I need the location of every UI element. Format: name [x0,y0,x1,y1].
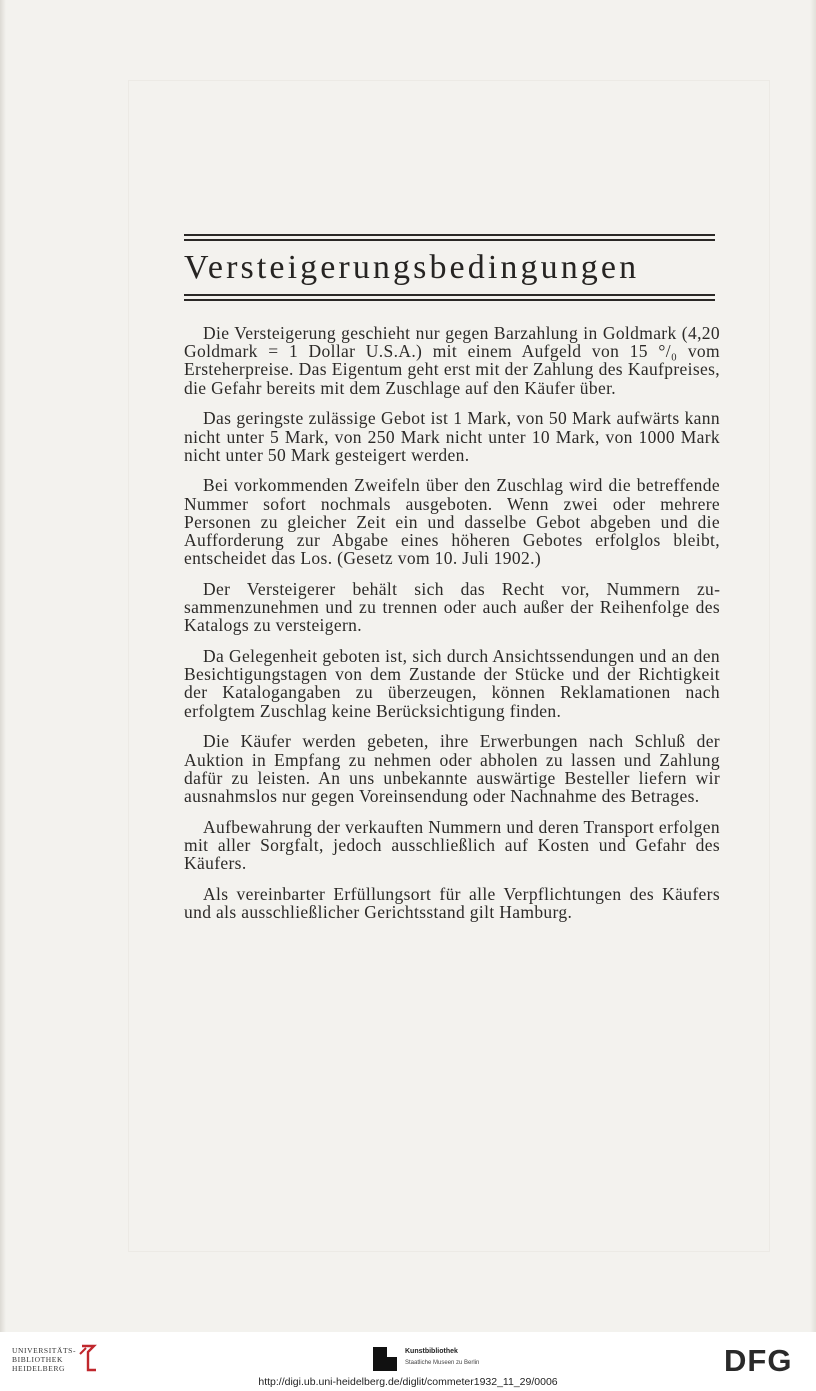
kunstbibliothek-name: Kunstbibliothek [405,1348,458,1355]
paragraph-reclamations: Da Gelegenheit geboten ist, sich durch Ansichtssendungen und an den Besichtigungstagen von dem Zustande der Stücke und der Richtigkeit der Katalogangaben zu überzeugen, können Reklamationen nach erfolgtem Zuschlag keine Berücksichtigung finden. [184,646,720,721]
conditions-text [184,324,720,934]
paragraph-storage: Aufbewahrung der verkauften Nummern und deren Transport erfolgen mit aller Sorgfalt, jedoch ausschließlich auf Kosten und Gefahr des Käufers. [184,816,720,874]
viewer-footer [0,1332,816,1391]
dfg-logo[interactable]: DFG [724,1343,793,1378]
paragraph-payment: Die Versteigerung geschieht nur gegen Barzahlung in Goldmark (4,20 Goldmark = 1 Dollar U.S.A.) mit einem Aufgeld von 15 °/₀ vom Ersteherpreise. Das Eigentum geht erst mit der Zahlung des Kaufpreises, die Gefahr bereits mit dem Zuschlage auf den Käufer über. [184,323,720,398]
ub-heidelberg-logo[interactable] [12,1346,76,1373]
page-title: Versteigerungsbedingungen [184,249,640,286]
kunstbibliothek-subtitle: Staatliche Museen zu Berlin [405,1360,480,1366]
title-rule-top-2 [184,239,715,241]
page-right-edge [810,0,816,1332]
paragraph-collection: Die Käufer werden gebeten, ihre Erwerbungen nach Schluß der Auktion in Empfang zu nehmen oder abholen zu lassen und Zahlung dafür zu leisten. An uns unbekannte auswärtige Besteller liefern wir ausnahmslos nur gegen Voreinsendung oder Nachnahme des Betrages. [184,731,720,806]
ub-logo-line: UNIVERSITÄTS- [12,1346,77,1355]
title-rule-bottom-1 [184,294,715,296]
ub-heidelberg-mark-icon [78,1342,100,1374]
kunstbibliothek-logo[interactable] [373,1344,513,1374]
paragraph-bidding: Das geringste zulässige Gebot ist 1 Mark, von 50 Mark aufwärts kann nicht unter 5 Mark, von 250 Mark nicht unter 10 Mark, von 1000 Mark nicht unter 50 Mark gesteigert werden. [184,408,720,465]
paragraph-disputes: Bei vorkommenden Zweifeln über den Zuschlag wird die betreffende Nummer sofort nochmals ausgeboten. Wenn zwei oder mehrere Personen zu gleicher Zeit ein und dasselbe Gebot abgeben und die Aufforderung zur Abgabe eines höheren Gebotes erfolglos bleibt, entscheidet das Los. (Gesetz vom 10. Juli 1902.) [184,475,720,569]
permalink-url[interactable]: http://digi.ub.uni-heidelberg.de/diglit/commeter1932_11_29/0006 [258,1376,558,1388]
ub-logo-line: HEIDELBERG [12,1364,66,1373]
title-rule-bottom-2 [184,299,715,301]
paragraph-lot-order: Der Versteigerer behält sich das Recht vor, Nummern zusammenzunehmen und zu trennen oder auch außer der Reihenfolge des Katalogs zu versteigern. [184,578,720,636]
paragraph-jurisdiction: Als vereinbarter Erfüllungsort für alle Verpflichtungen des Käufers und als ausschließlicher Gerichtsstand gilt Hamburg. [184,883,720,922]
title-rule-top-1 [184,234,715,236]
page-left-edge [0,0,6,1332]
ub-logo-line: BIBLIOTHEK [12,1355,63,1364]
kunstbibliothek-mark-icon [373,1347,397,1371]
